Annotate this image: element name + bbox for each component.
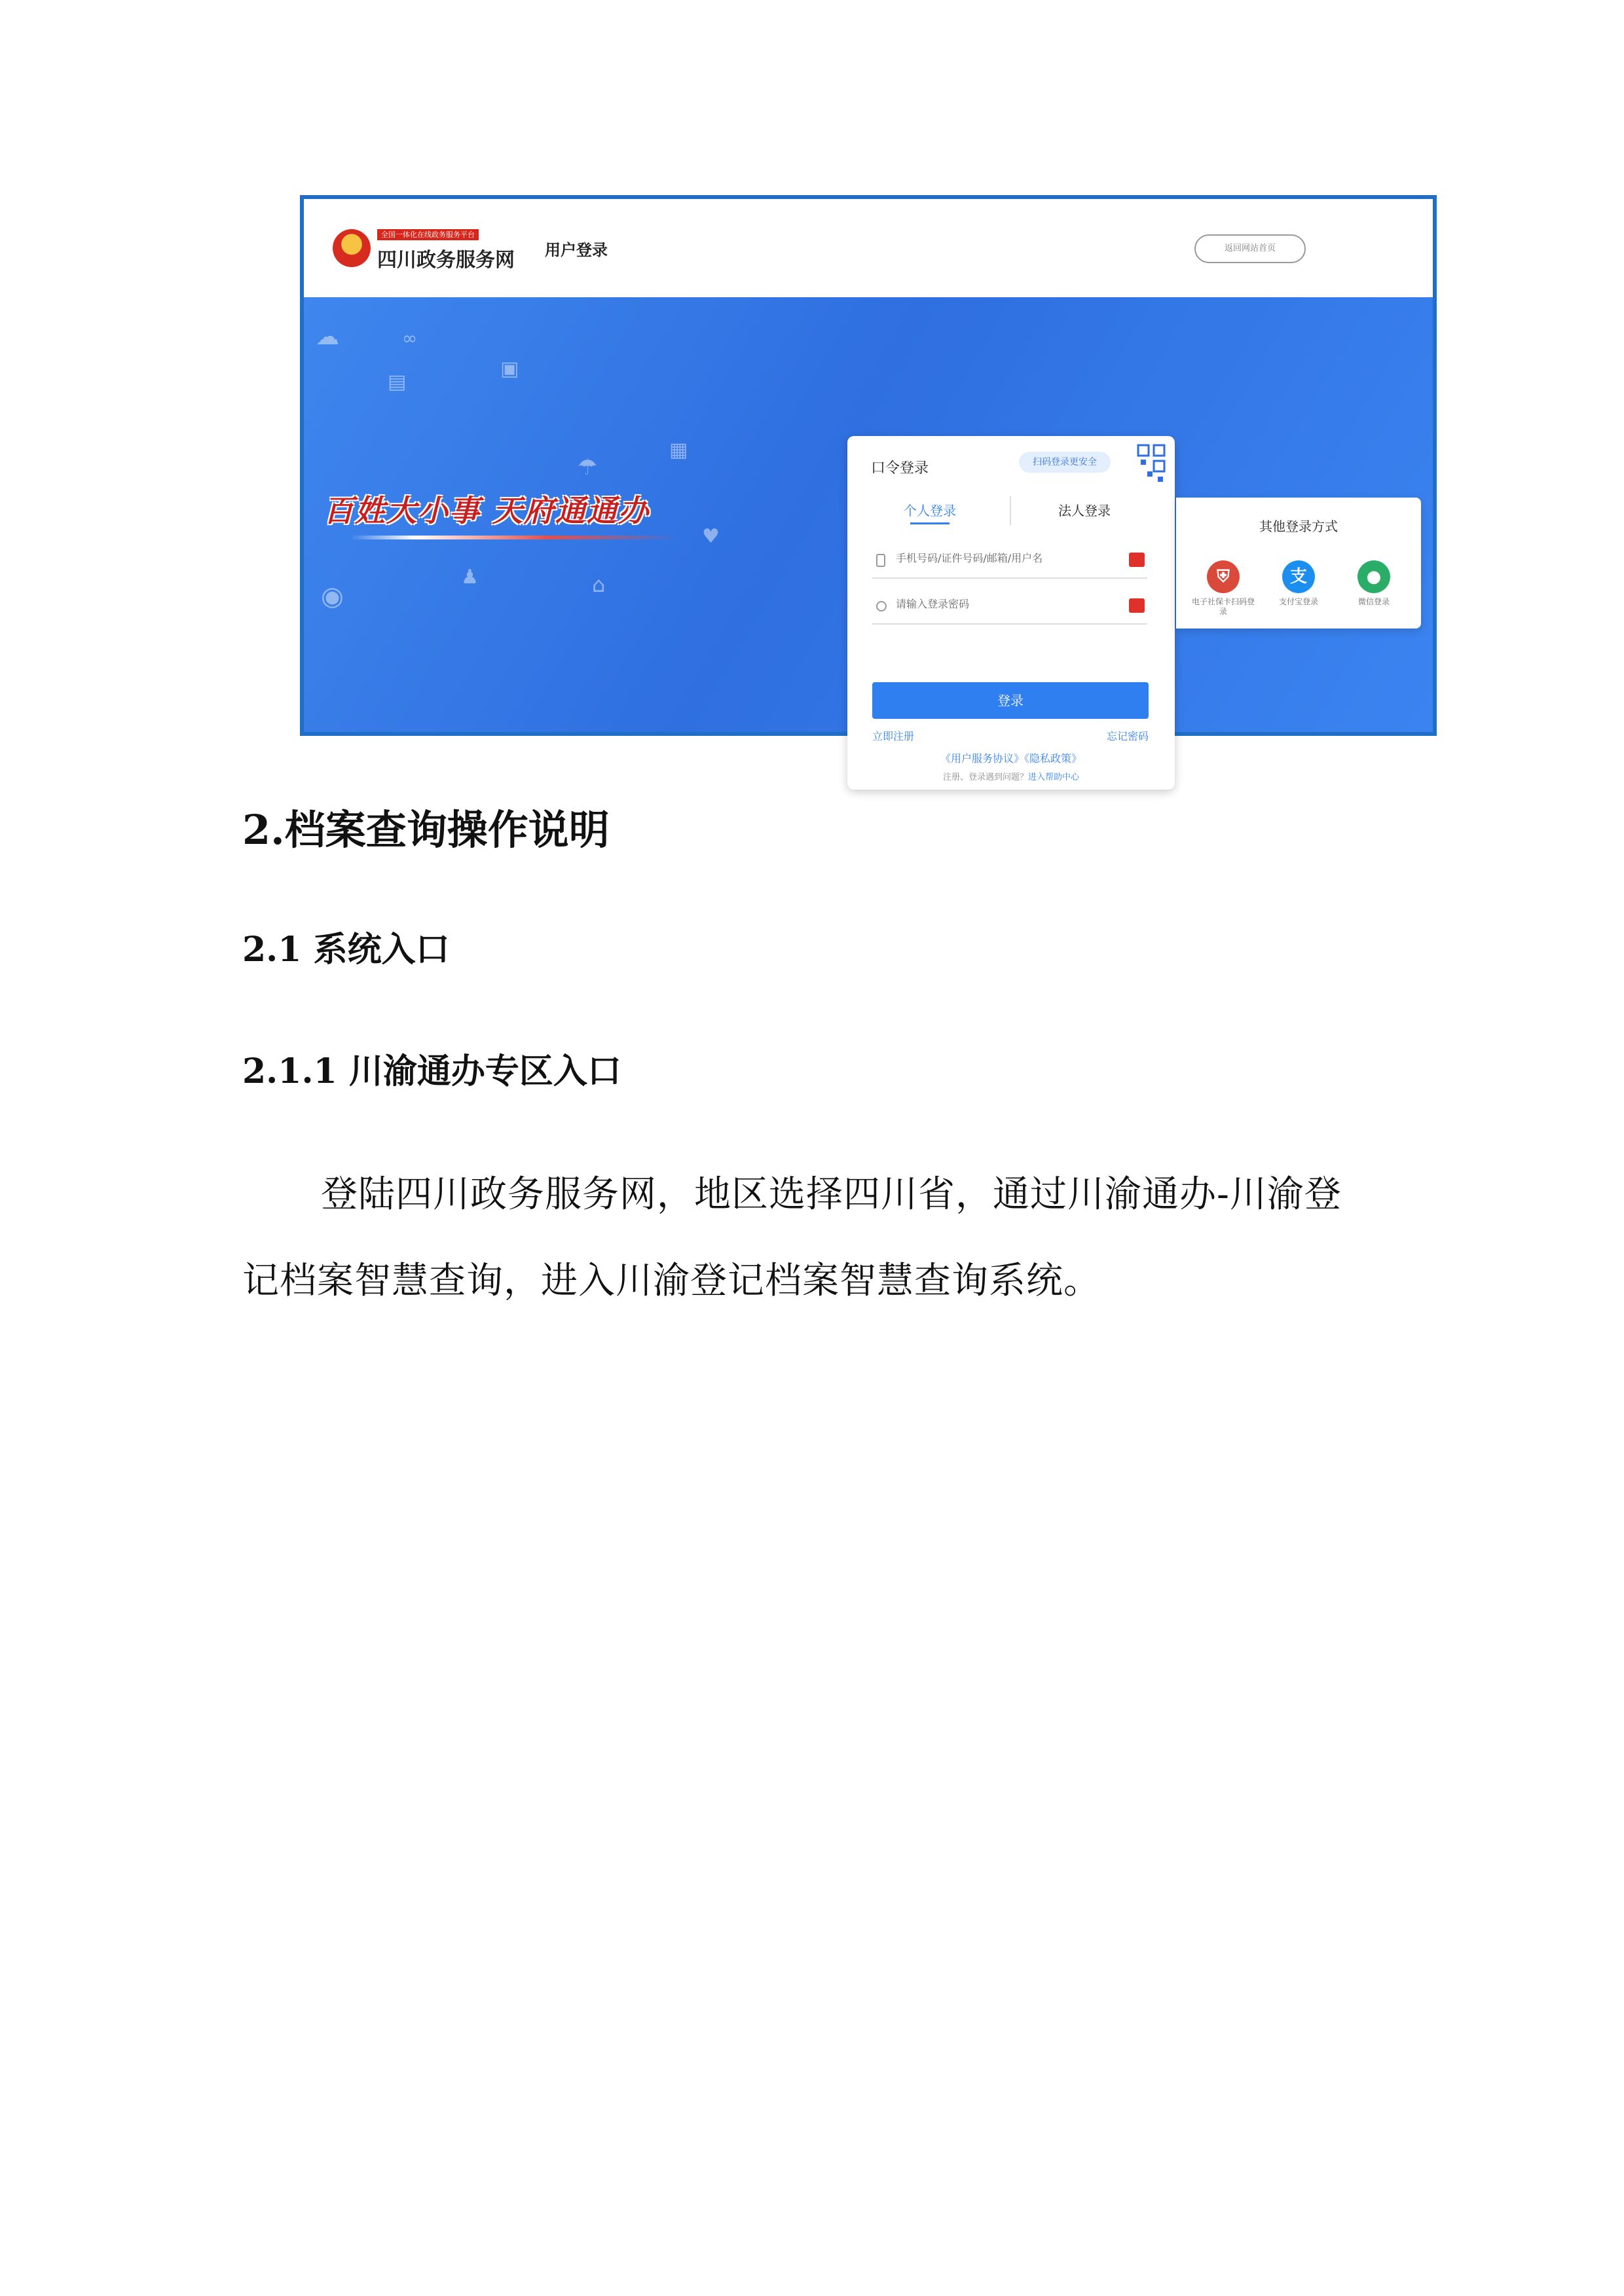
login-button[interactable]: 登录 <box>872 682 1149 719</box>
option-label: 微信登录 <box>1357 597 1390 606</box>
help-center-link[interactable]: 进入帮助中心 <box>1028 773 1080 782</box>
briefcase-icon: ▦ <box>669 439 688 462</box>
alipay-icon: 支 <box>1282 560 1315 593</box>
qr-code-icon[interactable] <box>1134 443 1171 498</box>
bank-icon: ⌂ <box>592 572 606 597</box>
other-login-card <box>1176 498 1421 629</box>
lock-icon <box>876 601 887 611</box>
social-security-card-icon: ⛨ <box>1207 560 1240 593</box>
national-emblem-icon <box>333 229 371 267</box>
wechat-icon: ● <box>1357 560 1390 593</box>
paragraph-line-1: 登陆四川政务服务网，地区选择四川省，通过川渝通办-川渝登 <box>321 1173 1342 1216</box>
agreement-links[interactable]: 《用户服务协议》《隐私政策》 <box>940 752 1082 765</box>
keyboard-icon[interactable] <box>1129 553 1145 567</box>
password-input[interactable] <box>895 597 1094 611</box>
person-icon: ♟ <box>461 566 479 589</box>
subheading-chuanyu-entry: 2.1.1 川渝通办专区入口 <box>242 1051 621 1091</box>
hand-heart-icon: ♥ <box>702 525 720 548</box>
phone-icon <box>876 554 885 567</box>
page-label: 用户登录 <box>545 241 608 259</box>
paragraph-line-2: 记档案智慧查询，进入川渝登记档案智慧查询系统。 <box>242 1260 1101 1302</box>
return-home-button[interactable]: 返回网站首页 <box>1194 234 1306 263</box>
alipay-login-option[interactable] <box>1266 560 1331 607</box>
tab-legal-login[interactable]: 法人登录 <box>1058 503 1111 519</box>
account-input[interactable] <box>895 551 1094 565</box>
certificate-icon: ▣ <box>500 357 519 380</box>
tab-personal-login[interactable]: 个人登录 <box>904 503 956 519</box>
glasses-icon: ∞ <box>402 327 418 349</box>
login-title: 口令登录 <box>871 460 929 477</box>
help-line <box>847 770 1175 782</box>
site-header <box>304 199 1433 297</box>
site-name[interactable]: 四川政务服务网 <box>377 249 515 272</box>
slogan: 百姓大小事 天府通通办 <box>323 493 650 528</box>
wechat-login-option[interactable] <box>1341 560 1407 607</box>
scan-login-tag[interactable]: 扫码登录更安全 <box>1019 452 1111 473</box>
other-login-title: 其他登录方式 <box>1259 519 1338 534</box>
active-tab-indicator <box>910 522 950 524</box>
cloud-icon: ☁ <box>316 323 339 350</box>
chat-user-icon: ◉ <box>321 581 344 611</box>
option-label: 支付宝登录 <box>1278 597 1318 606</box>
subheading-system-entry: 2.1 系统入口 <box>242 930 450 970</box>
document-icon: ▤ <box>388 371 407 393</box>
login-page-screenshot <box>300 195 1437 782</box>
account-field <box>872 545 1147 579</box>
register-link[interactable]: 立即注册 <box>872 730 915 742</box>
forgot-password-link[interactable]: 忘记密码 <box>1106 730 1149 742</box>
option-label: 电子社保卡扫码登录 <box>1191 597 1255 616</box>
tab-divider <box>1010 496 1011 525</box>
platform-tag: 全国一体化在线政务服务平台 <box>377 229 479 240</box>
keyboard-icon[interactable] <box>1129 598 1145 613</box>
password-field <box>872 591 1147 625</box>
slogan-underline <box>350 536 677 539</box>
umbrella-icon: ☂ <box>578 454 598 481</box>
help-prefix: 注册、登录遇到问题？ <box>942 773 1028 782</box>
section-heading: 2.档案查询操作说明 <box>242 806 610 854</box>
login-card <box>847 436 1175 790</box>
login-banner <box>304 297 1433 782</box>
social-card-login-option[interactable] <box>1190 560 1256 617</box>
